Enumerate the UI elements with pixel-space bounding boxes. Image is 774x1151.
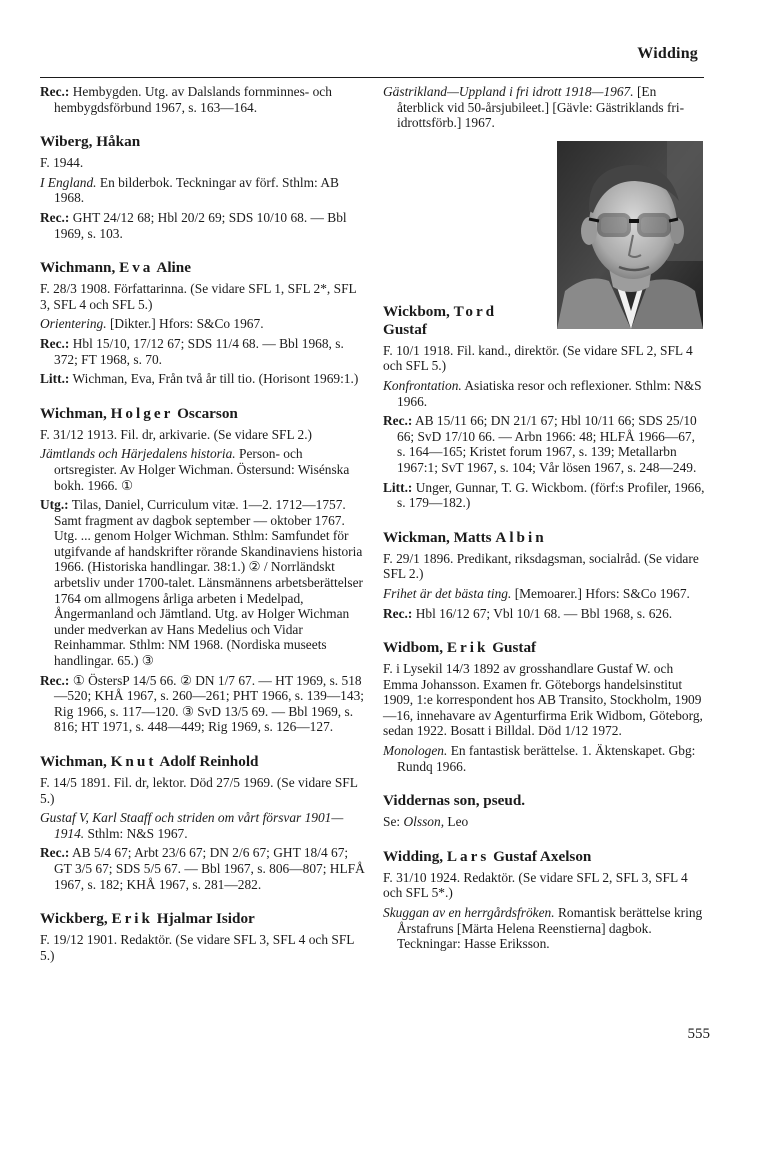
header-rule: [40, 77, 704, 78]
entry-work: Skuggan av en herrgårdsfröken. Romantisk berättelse kring Årstafruns [Märta Helena Reenstierna] dagbok. Teckningar: Hasse Eriksson.: [383, 905, 703, 952]
litt-line: Litt.: Unger, Gunnar, T. G. Wickbom. (förf:s Profiler, 1966, s. 179—182.): [383, 479, 705, 511]
entry-bio: F. 29/1 1896. Predikant, riksdagsman, socialråd. (Se vidare SFL 2.): [383, 550, 699, 582]
entry-wickbom: [383, 303, 705, 511]
entry-heading: Wichman, Knut Adolf Reinhold: [40, 753, 259, 770]
entry-heading: Wickman, Matts Albin: [383, 528, 547, 546]
left-column: [40, 84, 365, 981]
entry-bio: F. 14/5 1891. Fil. dr, lektor. Död 27/5 1969. (Se vidare SFL 5.): [40, 775, 358, 806]
entry-work: Orientering. [Dikter.] Hfors: S&Co 1967.: [40, 316, 264, 332]
entry-work: Jämtlands och Härjedalens historia. Person- och ortsregister. Av Holger Wichman. Östersund: Wisénska bokh. 1966. ①: [40, 446, 350, 493]
entry-bio: F. 1944.: [40, 155, 84, 171]
page-number: 555: [687, 1026, 710, 1042]
entry-bio: F. 31/10 1924. Redaktör. (Se vidare SFL 2, SFL 3, SFL 4 och SFL 5*.): [383, 869, 688, 901]
entry-work: Gästrikland—Uppland i fri idrott 1918—1967. [En återblick vid 50-årsjubileet.] [Gävle: Gästriklands fri-idrottsförb.] 1967.: [383, 84, 685, 131]
entry-wichmann-eva: [40, 259, 365, 387]
entry-heading: Wickbom, Tord: [383, 302, 498, 320]
entry-work: Konfrontation. Asiatiska resor och reflexioner. Sthlm: N&S 1966.: [383, 377, 702, 409]
right-column: [383, 84, 705, 970]
entry-wickberg: [40, 910, 365, 963]
rec-line: Rec.: AB 15/11 66; DN 21/1 67; Hbl 10/11 66; SDS 25/10 66; SvD 17/10 66. — Arbn 1966: 48; HLFÅ 1966—67, s. 164—165; Kristet forum 1967, s. 139; Metallarbn 1967:1; SvT 1967, s. 104; Vår lösen 1967, s. 248—249.: [383, 413, 697, 475]
entry-heading-second: Gustaf: [383, 320, 427, 338]
rec-line: Rec.: AB 5/4 67; Arbt 23/6 67; DN 2/6 67; GHT 18/4 67; GT 3/5 67; SDS 5/5 67. — Bbl 1967, s. 806—807; HLFÅ 1967, s. 182; KHÅ 1967, s. 281—282.: [40, 845, 365, 892]
entry-heading: Viddernas son, pseud.: [383, 792, 526, 810]
entry-widding: [383, 848, 705, 952]
running-head: Widding: [637, 45, 698, 62]
entry-heading: Wichmann, Eva Aline: [40, 259, 191, 277]
litt-line: Litt.: Wichman, Eva, Från två år till tio. (Horisont 1969:1.): [40, 371, 359, 387]
rec-line: Rec.: Hbl 15/10, 17/12 67; SDS 11/4 68. — Bbl 1968, s. 372; FT 1968, s. 70.: [40, 335, 344, 367]
utg-line: Utg.: Tilas, Daniel, Curriculum vitæ. 1—2. 1712—1757. Samt fragment av dagbok september — oktober 1767. Utg. ... genom Holger Wichman. Sthlm: Samfundet för utgifvande af handskrifter rörande Skandinaviens historia 1966. (Historiska handlingar. 38:1.) ② / Norrländskt arbetsliv under 1700-talet. Länsmännens arbetsberättelser 1764 om allmogens årliga arbeten i Medelpad, Ångermanland och Jämtland. Utg. av Holger Wichman under medverkan av Hans Medelius och Vidar Reinhammar. Sthlm: NM 1968. (Nordiska museets handlingar. 65.) ③: [40, 497, 363, 669]
rec-line: Rec.: Hbl 16/12 67; Vbl 10/1 68. — Bbl 1968, s. 626.: [383, 605, 673, 621]
entry-wiberg: [40, 133, 365, 241]
entry-hembygden-rec: [40, 84, 365, 115]
entry-work: Gustaf V, Karl Staaff och striden om vårt försvar 1901—1914. Sthlm: N&S 1967.: [40, 810, 344, 841]
entry-bio: F. 19/12 1901. Redaktör. (Se vidare SFL 3, SFL 4 och SFL 5.): [40, 932, 354, 963]
entry-bio: F. i Lysekil 14/3 1892 av grosshandlare Gustaf W. och Emma Johansson. Examen fr. Göteborgs handelsinstitut 1909, 1:e korrespondent hos AB Transito, Stockholm, 1909—16, innehavare av Agenturfirma Erik Widbom, Göteborg, sedan 1922. Bosatt i Billdal. Död 1/12 1972.: [383, 661, 703, 739]
entry-viddernas: [383, 792, 705, 830]
rec-line: Rec.: ① ÖstersP 14/5 66. ② DN 1/7 67. — HT 1969, s. 518—520; KHÅ 1967, s. 260—261; PHT 1966, s. 139—143; Rig 1966, s. 117—120. ③ SvD 13/5 69. — Bbl 1969, s. 816; HT 1971, s. 448—449; Rig 1969, s. 126—127.: [40, 672, 364, 735]
entry-wichman-knut: [40, 753, 365, 892]
entry-heading: Widding, Lars Gustaf Axelson: [383, 847, 592, 865]
entry-heading: Wickberg, Erik Hjalmar Isidor: [40, 910, 255, 928]
entry-work: Monologen. En fantastisk berättelse. 1. Äktenskapet. Gbg: Rundq 1966.: [383, 743, 696, 774]
rec-line: Rec.: GHT 24/12 68; Hbl 20/2 69; SDS 10/10 68. — Bbl 1969, s. 103.: [40, 209, 347, 241]
entry-bio: F. 28/3 1908. Författarinna. (Se vidare SFL 1, SFL 2*, SFL 3, SFL 4 och SFL 5.): [40, 281, 357, 312]
entry-heading: Widbom, Erik Gustaf: [383, 639, 537, 657]
entry-work: Frihet är det bästa ting. [Memoarer.] Hfors: S&Co 1967.: [383, 585, 690, 601]
entry-gastrikland-cont: [383, 84, 705, 131]
entry-heading: Wiberg, Håkan: [40, 133, 141, 151]
rec-line: Rec.: Hembygden. Utg. av Dalslands fornminnes- och hembygdsförbund 1967, s. 163—164.: [40, 84, 332, 115]
entry-bio: F. 10/1 1918. Fil. kand., direktör. (Se vidare SFL 2, SFL 4 och SFL 5.): [383, 342, 693, 374]
entry-work: I England. En bilderbok. Teckningar av förf. Sthlm: AB 1968.: [40, 174, 339, 206]
entry-bio: F. 31/12 1913. Fil. dr, arkivarie. (Se vidare SFL 2.): [40, 426, 312, 442]
see-reference: Se: Olsson, Leo: [383, 814, 469, 830]
entry-wickman: [383, 529, 705, 621]
portrait-photo: [557, 141, 703, 329]
entry-widbom: [383, 639, 705, 774]
entry-heading: Wichman, Holger Oscarson: [40, 404, 238, 422]
portrait-area: [383, 141, 705, 299]
entry-wichman-holger: [40, 405, 365, 735]
